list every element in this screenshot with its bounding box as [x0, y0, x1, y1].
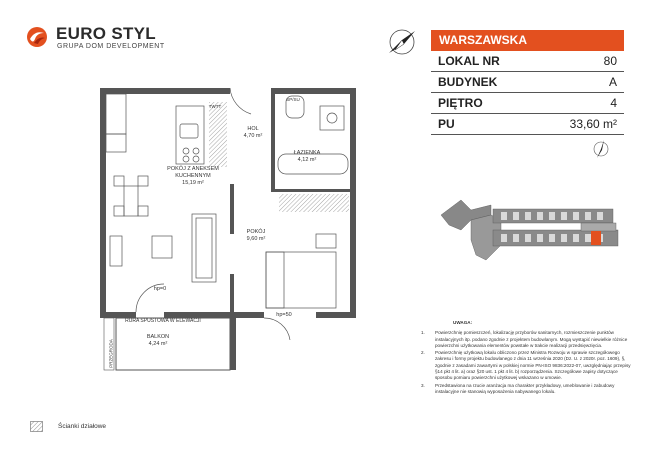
room-name: ŁAZIENKA — [293, 150, 321, 156]
notes-title: UWAGA: — [453, 320, 473, 325]
room-name: KUCHENNYM — [175, 173, 211, 179]
city-name-band: WARSZAWSKA — [431, 30, 624, 51]
hatched-partition-wall-icon — [30, 421, 43, 432]
room-label-bathroom — [286, 150, 328, 164]
info-row-pietro — [431, 93, 624, 114]
info-value: 4 — [610, 96, 617, 110]
room-label-living — [148, 166, 238, 187]
room-name: POKÓJ Z ANEKSEM — [167, 166, 219, 172]
legend-label: Ścianki działowe — [58, 423, 107, 430]
note-item — [421, 383, 631, 396]
logo-subtitle: GRUPA DOM DEVELOPMENT — [57, 43, 165, 50]
site-location-map — [431, 185, 631, 275]
notes-section — [421, 320, 631, 396]
note-number: 3. — [421, 382, 425, 388]
floor-plan — [96, 84, 361, 374]
info-row-pu — [431, 114, 624, 135]
small-compass-icon — [590, 138, 612, 160]
threshold-label: hp=0 — [153, 286, 167, 292]
info-row-budynek — [431, 72, 624, 93]
room-area: 9,60 m² — [246, 236, 266, 242]
info-label: PU — [438, 117, 455, 131]
info-value: A — [608, 75, 617, 89]
info-value: 80 — [603, 54, 617, 68]
note-text: Przedstawiona na rzucie aranżacja ma charakter przykładowy, umeblowanie i zabudowy instalacyjne nie stanowią wyposażenia nabywanego lokalu. — [435, 382, 615, 394]
room-label-balcony — [138, 334, 178, 348]
room-label-hall — [238, 126, 268, 140]
note-item — [421, 350, 631, 381]
note-number: 2. — [421, 350, 425, 356]
dryer-label: SP/SU — [286, 97, 300, 102]
apartment-location-marker — [591, 231, 601, 245]
partition-label: PRZEGRODA — [108, 339, 114, 368]
room-name: HOL — [247, 126, 259, 132]
drain-pipe-label: RURA SPUSTOWA W ELEWACJI — [125, 318, 201, 324]
info-label: BUDYNEK — [438, 75, 498, 89]
compass-icon — [383, 23, 421, 61]
room-area: 4,12 m² — [297, 157, 317, 163]
note-number: 1. — [421, 330, 425, 336]
info-label: PIĘTRO — [438, 96, 483, 110]
room-name: BALKON — [146, 334, 170, 340]
note-text: Powierzchnię użytkową lokalu obliczono przez Ministra Rozwoju w sprawie szczegółowego zakresu i formy projektu budowlanego z dnia 11 września 2020 (Dz. U. z 2020r. poz. 1609), §, zgodnie z zasadami zawartymi w polskiej normie PN-ISO 9836:2022-07, uwzględniając przepisy §14 pkt 4 lit. a) oraz §20 ust. 1 pkt 4 lit. b) rozporządzenia. Szczegółowe zapisy dotyczące sposobu pomiaru powierzchni użytkowej wskazano w umowie. — [435, 350, 631, 381]
info-row-lokal — [431, 51, 624, 72]
room-label-bedroom — [238, 229, 274, 243]
note-item — [421, 330, 631, 349]
room-area: 4,70 m² — [243, 133, 263, 139]
info-value: 33,60 m² — [569, 117, 617, 131]
room-name: POKÓJ — [246, 229, 266, 235]
euro-styl-logo-icon — [26, 26, 48, 48]
room-area: 15,19 m² — [182, 180, 204, 186]
twtt-label: TWTT — [208, 104, 222, 109]
room-area: 4,24 m² — [148, 341, 168, 347]
info-label: LOKAL NR — [438, 54, 500, 68]
note-text: Powierzchnię pomieszczeń, lokalizację przyborów sanitarnych, rozmieszczenie punktów instalacyjnych itp. podano zgodnie z projektem budowlanym. Mogą wystąpić niewielkie różnice powierzchni użytkowania elementów powstałe w trakcie realizacji przedsięwzięcia. — [435, 330, 628, 348]
logo-title: EURO STYL — [56, 24, 156, 43]
threshold-label: hp=50 — [276, 312, 292, 318]
